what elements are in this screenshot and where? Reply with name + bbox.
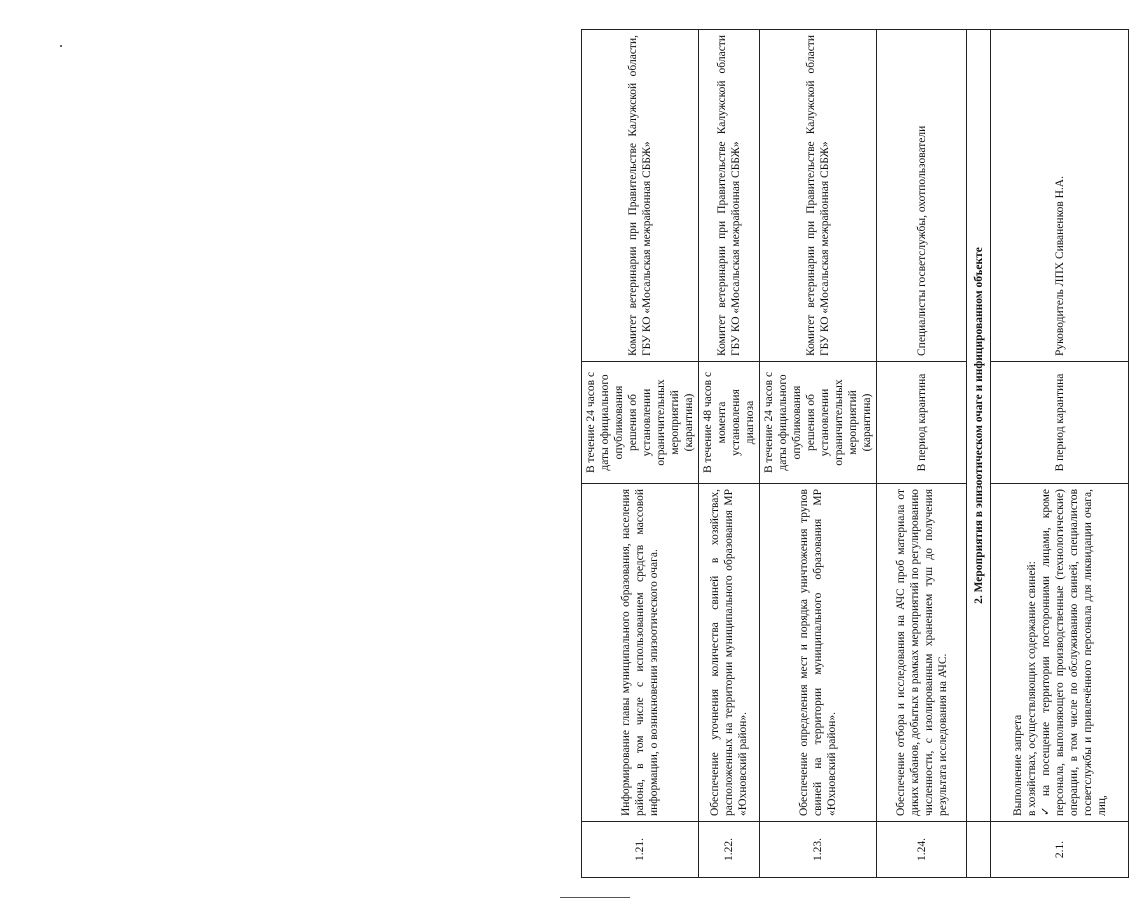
rotated-table-wrapper [581,30,1108,878]
action-line: на посещение территории посторонними лицами, кроме персонала, выполняющего производственные (технологические) операции, в том числе по обслуживанию свиней, специалистов госветслужбы и привлечённого персонала для ликвидации очага, лиц, [1039,489,1108,816]
table-row [760,30,877,878]
row-number: 1.24. [877,822,967,878]
row-number: 1.22. [699,822,760,878]
responsible-cell: Комитет ветеринарии при Правительстве Калужской области ГБУ КО «Мосальская межрайонная СББЖ» [760,30,877,362]
action-cell [991,484,1129,822]
table-row [582,30,699,878]
scan-speck [60,45,62,47]
action-line: Выполнение запрета [1011,714,1024,816]
responsible-cell: Специалисты госветслужбы, охотпользователи [877,30,967,362]
responsible-cell: Комитет ветеринарии при Правительстве Калужской области, ГБУ КО «Мосальская межрайонная СББЖ» [582,30,699,362]
table-row [877,30,967,878]
term-cell: В течение 24 часов с даты официального опубликования решения об установлении ограничительных мероприятий (карантина) [760,362,877,484]
section-header-row [967,30,991,878]
term-cell: В период карантина [877,362,967,484]
term-cell: В течение 48 часов с момента установления диагноза [699,362,760,484]
table-row [699,30,760,878]
table-row [991,30,1129,878]
row-number: 1.23. [760,822,877,878]
action-line: в хозяйствах, осуществляющих содержание свиней: [1025,561,1038,816]
row-number: 2.1. [991,822,1129,878]
term-cell: В период карантина [991,362,1129,484]
checkmark-icon: ✓ [1039,800,1052,816]
section-number-cell [967,822,991,878]
row-number: 1.21. [582,822,699,878]
responsible-cell: Руководитель ЛПХ Сиваненков Н.А. [991,30,1129,362]
measures-table [581,29,1129,878]
term-cell: В течение 24 часов с даты официального опубликования решения об установлении ограничительных мероприятий (карантина) [582,362,699,484]
responsible-cell: Комитет ветеринарии при Правительстве Калужской области ГБУ КО «Мосальская межрайонная СББЖ» [699,30,760,362]
section-title: 2. Мероприятия в эпизоотическом очаге и инфицированном объекте [967,30,991,822]
action-cell: Обеспечение уточнения количества свиней в хозяйствах, расположенных на территории муниципального образования МР «Юхновский район». [699,484,760,822]
action-cell: Обеспечение отбора и исследования на АЧС проб материала от диких кабанов, добытых в рамках мероприятий по регулированию численности, с изолированным хранением туш до получения результата исследования на АЧС. [877,484,967,822]
action-cell: Информирование главы муниципального образования, населения района, в том числе с использованием средств массовой информации, о возникновении эпизоотического очага. [582,484,699,822]
footnote-rule [560,897,630,898]
action-cell: Обеспечение определения мест и порядка уничтожения трупов свиней на территории муниципального образования МР «Юхновский район». [760,484,877,822]
